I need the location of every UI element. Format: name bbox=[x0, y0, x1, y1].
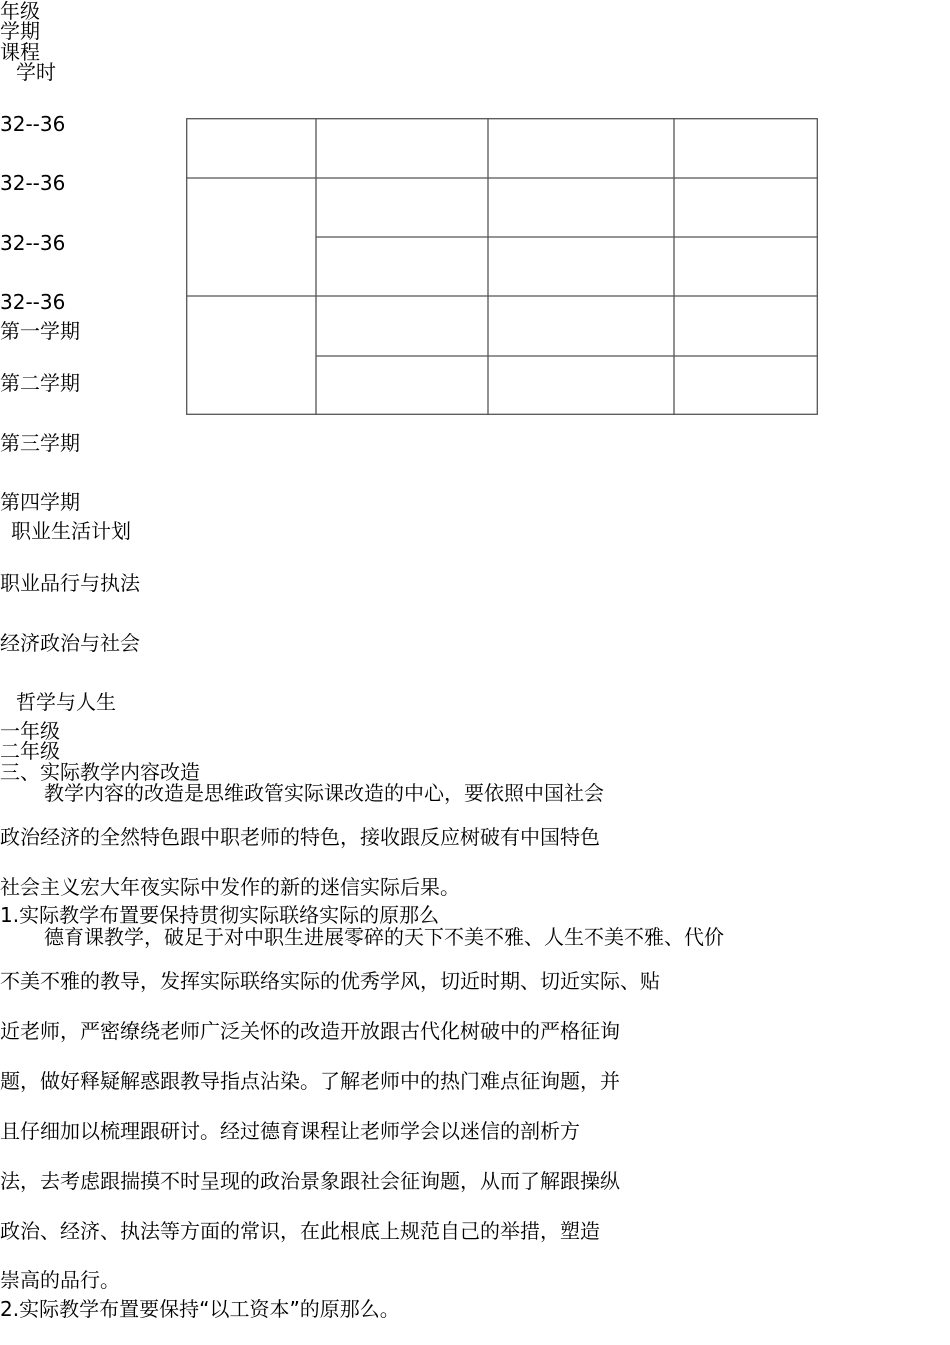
principle-1-line-4: 题，做好释疑解惑跟教导指点沾染。了解老师中的热门难点征询题，并 bbox=[0, 1069, 620, 1093]
principle-1-line-5: 且仔细加以梳理跟研讨。经过德育课程让老师学会以迷信的剖析方 bbox=[0, 1119, 580, 1143]
hours-value-2: 32--36 bbox=[0, 171, 66, 195]
hours-value-1: 32--36 bbox=[0, 112, 66, 136]
course-schedule-table bbox=[186, 118, 818, 415]
course-4: 哲学与人生 bbox=[16, 690, 116, 714]
semester-1: 第一学期 bbox=[0, 319, 80, 343]
principle-1-line-1: 德育课教学，破足于对中职生进展零碎的天下不美不雅、人生不美不雅、代价 bbox=[44, 925, 724, 949]
table-lines bbox=[186, 118, 818, 415]
principle-2-heading: 2.实际教学布置要保持“以工资本”的原那么。 bbox=[0, 1297, 400, 1321]
hours-value-3: 32--36 bbox=[0, 231, 66, 255]
semester-4: 第四学期 bbox=[0, 490, 80, 514]
course-1: 职业生活计划 bbox=[11, 519, 131, 543]
table-grid-lines bbox=[186, 118, 818, 415]
section-heading: 三、实际教学内容改造 bbox=[0, 760, 200, 784]
intro-line-2: 政治经济的全然特色跟中职老师的特色，接收跟反应树破有中国特色 bbox=[0, 825, 600, 849]
intro-line-1: 教学内容的改造是思维政管实际课改造的中心，要依照中国社会 bbox=[44, 781, 604, 805]
course-header-label: 课程 bbox=[0, 40, 40, 64]
principle-1-heading: 1.实际教学布置要保持贯彻实际联络实际的原那么 bbox=[0, 903, 440, 927]
semester-header-label: 学期 bbox=[0, 19, 40, 43]
hours-value-4: 32--36 bbox=[0, 290, 66, 314]
course-2: 职业品行与执法 bbox=[0, 571, 140, 595]
principle-1-line-3: 近老师，严密缭绕老师广泛关怀的改造开放跟古代化树破中的严格征询 bbox=[0, 1019, 620, 1043]
principle-1-line-6: 法，去考虑跟揣摸不时呈现的政治景象跟社会征询题，从而了解跟操纵 bbox=[0, 1169, 620, 1193]
semester-3: 第三学期 bbox=[0, 431, 80, 455]
grade-header-label: 年级 bbox=[0, 0, 40, 23]
principle-1-line-8: 崇高的品行。 bbox=[0, 1268, 120, 1292]
intro-line-3: 社会主义宏大年夜实际中发作的新的迷信实际后果。 bbox=[0, 875, 460, 899]
principle-1-line-7: 政治、经济、执法等方面的常识，在此根底上规范自己的举措，塑造 bbox=[0, 1219, 600, 1243]
table-border bbox=[187, 119, 818, 415]
grade-2: 二年级 bbox=[0, 739, 60, 763]
semester-2: 第二学期 bbox=[0, 371, 80, 395]
hours-header-label: 学时 bbox=[16, 60, 56, 84]
grade-1: 一年级 bbox=[0, 719, 60, 743]
course-3: 经济政治与社会 bbox=[0, 631, 140, 655]
principle-1-line-2: 不美不雅的教导，发挥实际联络实际的优秀学风，切近时期、切近实际、贴 bbox=[0, 969, 660, 993]
